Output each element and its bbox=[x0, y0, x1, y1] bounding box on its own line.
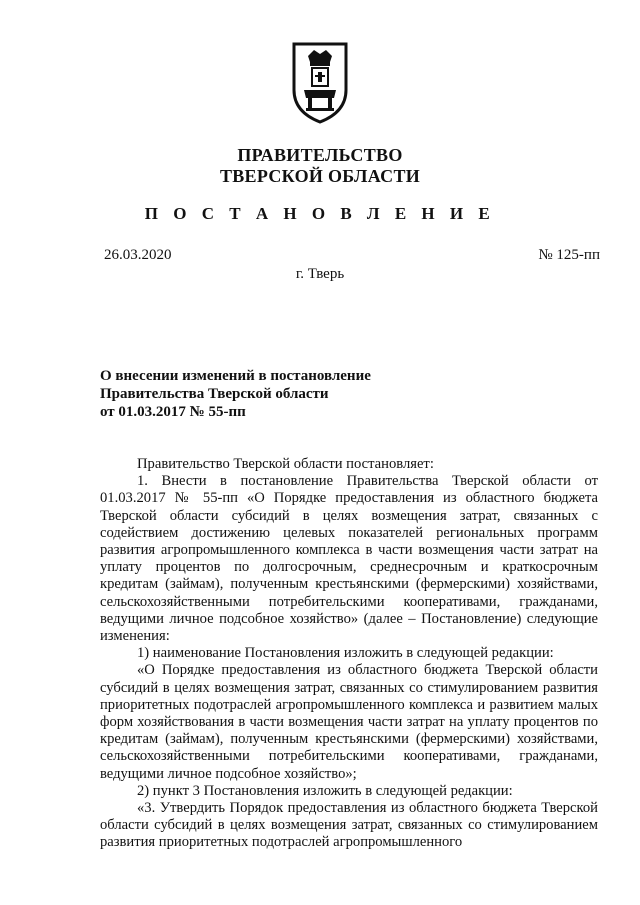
document-body bbox=[100, 456, 598, 852]
document-city: г. Тверь bbox=[295, 266, 345, 282]
document-type-title: П О С Т А Н О В Л Е Н И Е bbox=[144, 204, 496, 223]
body-paragraph: 1. Внести в постановление Правительства Тверской области от 01.03.2017 № 55-пп «О Порядке предоставления из областного бюджета Тверской области субсидий в целях возмещения затрат, связанных с содействием достижению целевых показателей региональных программ развития агропромышленного комплекса в части возмещения части затрат на уплату процентов по долгосрочным, среднесрочным и краткосрочным кредитам (займам), полученным крестьянскими (фермерскими) хозяйствами, сельскохозяйственными потребительскими кооперативами, гражданами, ведущими личное подсобное хозяйство» (далее – Постановление) следующие изменения: bbox=[100, 473, 598, 645]
org-name-line1: ПРАВИТЕЛЬСТВО bbox=[237, 145, 403, 165]
body-paragraph: «О Порядке предоставления из областного бюджета Тверской области субсидий в целях возмещения затрат, связанных со стимулированием развития приоритетных подотраслей агропромышленного комплекса и развитием малых форм хозяйствования в части возмещения части затрат на уплату процентов по кредитам (займам), полученным крестьянскими (фермерскими) хозяйствами, сельскохозяйственными потребительскими кооперативами, гражданами, ведущими личное подсобное хозяйство»; bbox=[100, 662, 598, 782]
body-paragraph: 1) наименование Постановления изложить в следующей редакции: bbox=[137, 645, 554, 662]
body-paragraph: «3. Утвердить Порядок предоставления из областного бюджета Тверской области субсидий в целях возмещения затрат, связанных со стимулированием развития приоритетных подотраслей агропромышленного bbox=[100, 800, 598, 851]
org-name-line2: ТВЕРСКОЙ ОБЛАСТИ bbox=[219, 166, 421, 186]
document-date: 26.03.2020 bbox=[104, 247, 172, 263]
coat-of-arms-icon bbox=[290, 40, 350, 124]
body-paragraph: Правительство Тверской области постановляет: bbox=[137, 456, 434, 472]
subject-line: О внесении изменений в постановление bbox=[100, 368, 371, 384]
subject-line: Правительства Тверской области bbox=[100, 386, 329, 402]
subject-line: от 01.03.2017 № 55-пп bbox=[100, 404, 246, 420]
document-subject bbox=[100, 367, 371, 421]
body-paragraph: 2) пункт 3 Постановления изложить в следующей редакции: bbox=[137, 782, 513, 799]
document-number: № 125-пп bbox=[538, 247, 600, 263]
